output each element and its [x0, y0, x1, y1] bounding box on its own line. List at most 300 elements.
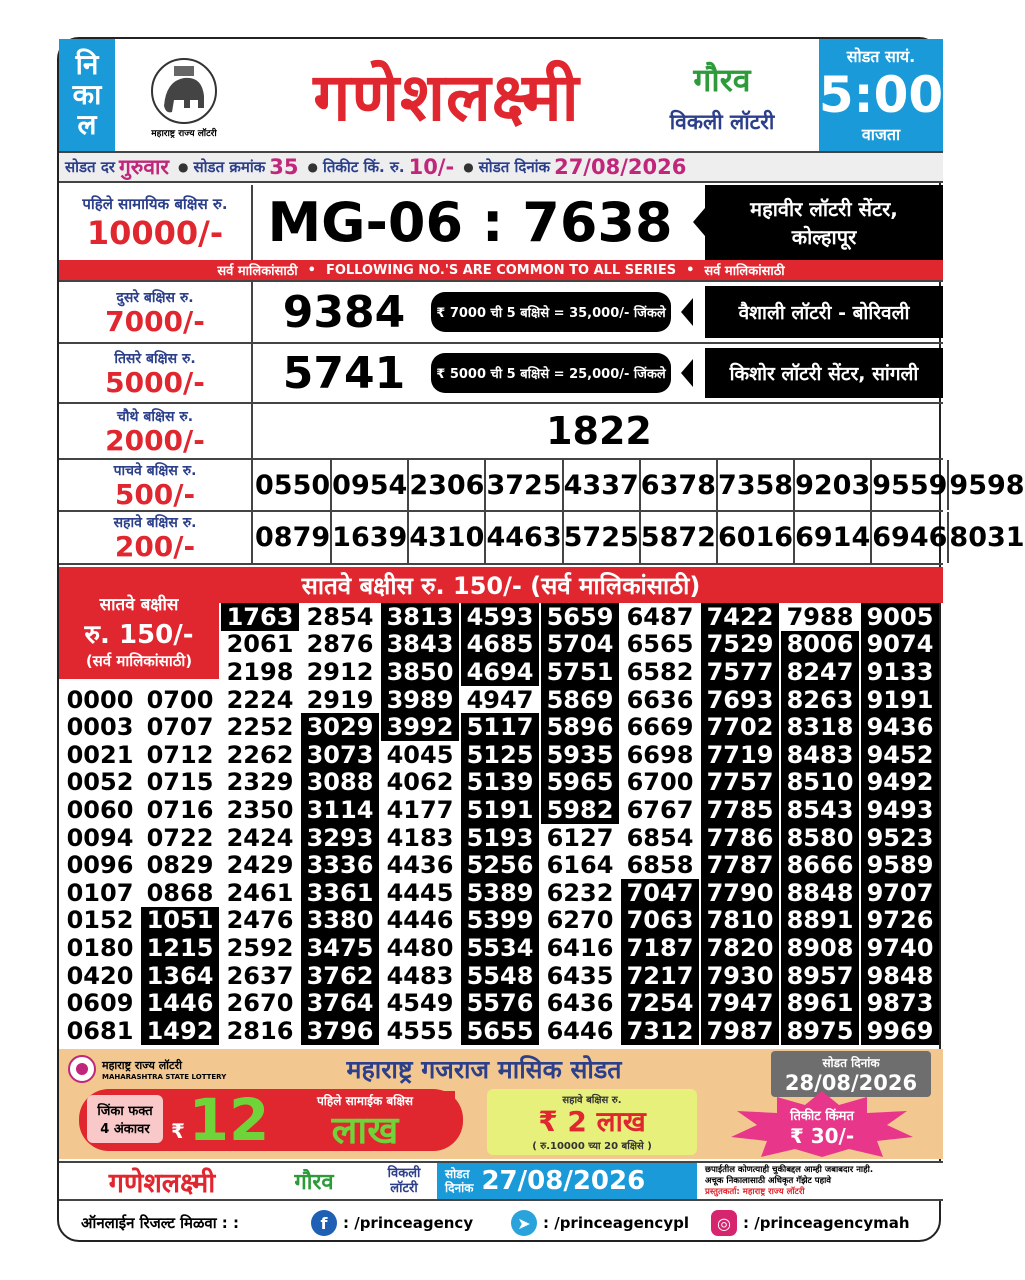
gaurav-label: गौरव	[693, 60, 751, 99]
draw-time-label: सोडत सायं.	[846, 47, 916, 66]
instagram-icon: ◎	[711, 1210, 737, 1236]
seventh-prize-number: 8848	[781, 879, 859, 907]
seventh-prize-number: 6700	[626, 768, 694, 797]
third-prize-amount: 5000/-	[105, 365, 205, 399]
seventh-prize-number: 5534	[461, 934, 539, 962]
draw-time-suffix: वाजता	[861, 125, 901, 144]
seventh-prize-number: 6698	[626, 740, 694, 769]
seventh-prize-number: 4062	[386, 768, 454, 797]
nikal-char-1: नि	[75, 48, 99, 81]
seventh-prize-number: 5655	[461, 1017, 539, 1045]
seventh-prize-number: 2876	[306, 630, 374, 659]
seventh-prize-number: 5982	[541, 796, 619, 824]
seventh-prize-label-1: सातवे बक्षीस	[99, 594, 179, 615]
gajraj-first-prize	[79, 1086, 463, 1154]
seventh-prize-number: 0060	[66, 795, 134, 824]
nikal-char-3: ल	[77, 108, 97, 141]
seventh-prize-number: 4045	[386, 740, 454, 769]
seventh-prize-number: 9740	[861, 934, 939, 962]
seventh-prize-number: 7987	[701, 1017, 779, 1045]
seventh-prize-number: 5399	[461, 907, 539, 935]
seventh-prize-number: 5191	[461, 796, 539, 824]
third-prize-label-box	[59, 344, 253, 402]
fifth-prize-label: पाचवे बक्षिस रु.	[113, 462, 197, 479]
second-prize-number: 9384	[282, 286, 406, 338]
seventh-prize-number: 7529	[701, 631, 779, 659]
fourth-prize-number: 1822	[546, 409, 652, 453]
ticket-price: 10/-	[408, 155, 455, 179]
prize-number-cell: 6378	[641, 460, 718, 510]
prize-number-cell: 9598	[949, 469, 1025, 501]
seventh-prize-number: 7217	[621, 962, 699, 990]
seventh-prize-number: 8957	[781, 962, 859, 990]
seventh-prize-number: 3850	[381, 658, 459, 686]
instagram-handle: : /princeagencymah	[743, 1214, 910, 1232]
second-prize-agent: वैशाली लॉटरी - बोरिवली	[705, 286, 943, 338]
elephant-emblem-icon	[144, 56, 224, 126]
seventh-prize-number: 9436	[861, 713, 939, 741]
seventh-prize-number: 3475	[301, 934, 379, 962]
seventh-prize-number: 3336	[301, 851, 379, 879]
gajraj-date: 28/08/2026	[784, 1070, 918, 1095]
seventh-prize-number: 0152	[66, 906, 134, 935]
seventh-prize-number: 9848	[861, 962, 939, 990]
draw-date-label: सोडत दिनांक	[478, 158, 551, 176]
separator-dot: ●	[178, 160, 189, 174]
bottom-gaurav: गौरव	[294, 1170, 334, 1195]
seventh-prize-column	[381, 603, 459, 1045]
seventh-prize-number: 8908	[781, 934, 859, 962]
seventh-prize-number: 4685	[461, 631, 539, 659]
third-prize-row	[59, 342, 943, 402]
seventh-prize-number: 1215	[141, 934, 219, 962]
win-label-2: 4 अंकावर	[100, 1122, 150, 1137]
seventh-prize-number: 0712	[146, 740, 214, 769]
online-result-label: ऑनलाईन रिजल्ट मिळवा : :	[81, 1214, 240, 1232]
seventh-prize-number: 2429	[226, 851, 294, 880]
presenter: प्रस्तुतकर्ता: महाराष्ट्र राज्य लॉटरी	[705, 1186, 805, 1197]
first-prize-number: MG-06 : 7638	[267, 191, 673, 254]
fifth-prize-label-box	[59, 460, 253, 510]
seventh-prize-number: 6669	[626, 713, 694, 742]
seventh-prize-number: 9133	[861, 658, 939, 686]
seventh-prize-number: 9969	[861, 1017, 939, 1045]
seventh-prize-number: 4555	[386, 1016, 454, 1045]
seventh-prize-number: 4483	[386, 961, 454, 990]
seventh-prize-number: 2637	[226, 961, 294, 990]
seventh-prize-number: 7047	[621, 879, 699, 907]
third-prize-agent: किशोर लॉटरी सेंटर, सांगली	[705, 348, 943, 398]
separator-dot: •	[307, 262, 316, 278]
seventh-prize-number: 2350	[226, 795, 294, 824]
gajraj-prize-amount: 12	[188, 1086, 270, 1154]
prize-number-cell: 4310	[409, 512, 486, 563]
seventh-prize-number: 3762	[301, 962, 379, 990]
seventh-prize-column	[141, 686, 219, 1045]
seventh-prize-number: 6487	[626, 602, 694, 631]
win-label-1: जिंका फक्त	[97, 1104, 153, 1119]
seventh-prize-number: 9452	[861, 741, 939, 769]
nikal-char-2: का	[72, 78, 102, 111]
seventh-prize-column	[781, 603, 859, 1045]
seventh-prize-number: 5704	[541, 631, 619, 659]
gajraj-ticket-label: तिकीट किंमत	[790, 1109, 854, 1124]
seventh-prize-number: 2854	[306, 602, 374, 631]
draw-info-bar	[59, 151, 943, 183]
telegram-icon: ➤	[511, 1210, 537, 1236]
seventh-prize-number: 7254	[621, 989, 699, 1017]
first-prize-label: पहिले सामायिक बक्षिस रु.	[82, 194, 228, 213]
bottom-lottery: लॉटरी	[390, 1181, 418, 1196]
logo-caption: महाराष्ट्र राज्य लॉटरी	[151, 128, 217, 139]
common-bar-right: सर्व मालिकांसाठी	[704, 264, 785, 279]
seventh-prize-number: 4593	[461, 603, 539, 631]
bottom-date-box	[437, 1163, 697, 1199]
third-prize-number: 5741	[282, 347, 406, 399]
seventh-prize-number: 7947	[701, 989, 779, 1017]
seventh-prize-number: 2912	[306, 657, 374, 686]
seventh-prize-number: 5576	[461, 989, 539, 1017]
seventh-prize-number: 0420	[66, 961, 134, 990]
sixth-prize-label-box	[59, 512, 253, 563]
sixth-prize-amount: 200/-	[114, 530, 196, 563]
seventh-prize-column	[621, 603, 699, 1045]
gajraj-first-prize-label: पहिले सामाईक बक्षिस	[275, 1091, 455, 1109]
seventh-prize-number: 3764	[301, 989, 379, 1017]
first-prize-agent-line2: कोल्हापूर	[791, 224, 857, 249]
first-prize-agent-line1: महावीर लॉटरी सेंटर,	[750, 196, 898, 221]
seventh-prize-number: 5896	[541, 713, 619, 741]
seventh-prize-number: 3813	[381, 603, 459, 631]
seventh-prize-number: 7702	[701, 713, 779, 741]
seventh-prize-column	[461, 603, 539, 1045]
prize-number-cell: 8031	[949, 522, 1025, 553]
gajraj-title: महाराष्ट्र गजराज मासिक सोडत	[346, 1055, 622, 1084]
seventh-prize-number: 5139	[461, 769, 539, 797]
seventh-prize-number: 0094	[66, 823, 134, 852]
arrow-left-icon	[681, 359, 693, 387]
seventh-prize-number: 2329	[226, 768, 294, 797]
seventh-prize-number: 9726	[861, 907, 939, 935]
seventh-prize-number: 1763	[221, 603, 299, 631]
seventh-prize-number: 4480	[386, 933, 454, 962]
seventh-prize-number: 2816	[226, 1016, 294, 1045]
gajraj-second-label: सहावे बक्षिस रु.	[562, 1095, 622, 1106]
prize-number-cell: 6914	[795, 512, 872, 563]
seventh-prize-number: 0716	[146, 795, 214, 824]
seventh-prize-number: 4694	[461, 658, 539, 686]
prize-number-cell: 9559	[872, 460, 949, 510]
seventh-prize-number: 6446	[546, 1016, 614, 1045]
seventh-prize-number: 7810	[701, 907, 779, 935]
seventh-prize-number: 6565	[626, 630, 694, 659]
sixth-prize-label: सहावे बक्षिस रु.	[113, 515, 197, 531]
seventh-prize-number: 3380	[301, 907, 379, 935]
seventh-prize-number: 7577	[701, 658, 779, 686]
second-prize-amount: 7000/-	[105, 304, 205, 338]
seventh-prize-number: 9589	[861, 851, 939, 879]
nikal-badge	[59, 39, 115, 151]
seventh-prize-number: 8891	[781, 907, 859, 935]
prize-number-cell: 0550	[255, 460, 332, 510]
seventh-prize-number: 2198	[226, 657, 294, 686]
seventh-prize-number: 0722	[146, 823, 214, 852]
seventh-prize-number: 6436	[546, 989, 614, 1018]
seventh-prize-column	[301, 603, 379, 1045]
bottom-date-label-1: सोडत	[445, 1167, 470, 1181]
seventh-prize-number: 6582	[626, 657, 694, 686]
seventh-prize-number: 8510	[781, 769, 859, 797]
rate-label: सोडत दर	[65, 158, 115, 176]
seventh-prize-number: 8483	[781, 741, 859, 769]
seventh-prize-number: 2461	[226, 878, 294, 907]
seventh-prize-label-2: रु. 150/-	[84, 619, 194, 650]
seventh-prize-number: 6435	[546, 961, 614, 990]
gajraj-date-label: सोडत दिनांक	[822, 1055, 880, 1070]
seventh-prize-number: 8975	[781, 1017, 859, 1045]
gajraj-ticket-price	[727, 1103, 917, 1151]
telegram-link[interactable]	[511, 1210, 711, 1236]
seventh-prize-number: 8006	[781, 631, 859, 659]
seventh-prize-number: 0715	[146, 768, 214, 797]
ticket-price-label: तिकीट किं. रु.	[322, 158, 405, 176]
draw-number: 35	[269, 155, 299, 179]
seventh-prize-number: 3293	[301, 824, 379, 852]
seventh-prize-number: 8318	[781, 713, 859, 741]
fourth-prize-label: चौथे बक्षिस रु.	[116, 408, 194, 425]
separator-dot: ●	[307, 160, 318, 174]
draw-number-label: सोडत क्रमांक	[193, 158, 266, 176]
seventh-prize-number: 5256	[461, 851, 539, 879]
fifth-prize-row	[59, 458, 1025, 511]
seventh-prize-number: 2919	[306, 685, 374, 714]
draw-time-box	[819, 39, 943, 151]
first-prize-label-box	[59, 185, 253, 260]
rate-value: गुरुवार	[118, 155, 170, 179]
seventh-prize-number: 3796	[301, 1017, 379, 1045]
first-prize-amount: 10000/-	[86, 213, 224, 252]
prize-number-cell: 5725	[564, 512, 641, 563]
seventh-prize-number: 9707	[861, 879, 939, 907]
seventh-prize-number: 9005	[861, 603, 939, 631]
seventh-prize-number: 0868	[146, 878, 214, 907]
bottom-date-label-2: दिनांक	[445, 1181, 474, 1195]
seventh-prize-number: 5869	[541, 686, 619, 714]
prize-number-cell: 4337	[564, 460, 641, 510]
seventh-prize-number: 9523	[861, 824, 939, 852]
seventh-prize-number: 6127	[546, 823, 614, 852]
prize-number-cell: 2306	[409, 460, 486, 510]
seventh-prize-number: 3989	[381, 686, 459, 714]
common-bar-left: सर्व मालिकांसाठी	[217, 264, 298, 279]
fifth-prize-numbers	[255, 460, 1025, 510]
seventh-prize-column	[701, 603, 779, 1045]
seventh-prize-number: 9492	[861, 769, 939, 797]
seventh-prize-number: 6636	[626, 685, 694, 714]
seventh-prize-number: 3088	[301, 769, 379, 797]
seventh-prize-banner: सातवे बक्षीस रु. 150/- (सर्व मालिकांसाठी)	[59, 567, 943, 603]
fourth-prize-amount: 2000/-	[105, 423, 205, 457]
seventh-prize-number: 2252	[226, 713, 294, 742]
maharashtra-lottery-logo	[119, 47, 249, 147]
prize-number-cell: 0954	[332, 460, 409, 510]
seventh-prize-number: 4549	[386, 989, 454, 1018]
seventh-prize-number: 6767	[626, 795, 694, 824]
seventh-prize-number: 7693	[701, 686, 779, 714]
disclaimer	[705, 1164, 941, 1198]
seventh-prize-column	[861, 603, 939, 1045]
sixth-prize-numbers	[255, 512, 1025, 563]
bottom-date-label	[445, 1167, 473, 1195]
seventh-prize-number: 3029	[301, 713, 379, 741]
common-bar-middle: FOLLOWING NO.'S ARE COMMON TO ALL SERIES	[325, 262, 677, 278]
seventh-prize-side-label	[59, 583, 219, 679]
third-prize-label: तिसरे बक्षिस रु.	[114, 350, 196, 367]
third-prize-note: ₹ 5000 ची 5 बक्षिसे = 25,000/- जिंकले	[431, 353, 671, 393]
disclaimer-2: अचूक निकालासाठी अधिकृत गॅझेट पहावे	[705, 1175, 832, 1186]
seventh-prize-number: 9191	[861, 686, 939, 714]
seventh-prize-number: 8961	[781, 989, 859, 1017]
seventh-prize-number: 2592	[226, 933, 294, 962]
seventh-prize-number: 0707	[146, 713, 214, 742]
telegram-handle: : /princeagencypl	[543, 1214, 689, 1232]
seventh-prize-number: 7422	[701, 603, 779, 631]
seventh-prize-number: 8543	[781, 796, 859, 824]
sixth-prize-row	[59, 510, 1025, 565]
seventh-prize-number: 5125	[461, 741, 539, 769]
prize-number-cell: 9203	[795, 460, 872, 510]
seventh-prize-number: 6858	[626, 851, 694, 880]
arrow-left-icon	[681, 298, 693, 326]
seventh-prize-number: 5751	[541, 658, 619, 686]
bottom-strip	[59, 1161, 943, 1201]
seventh-prize-number: 5965	[541, 769, 619, 797]
social-links-bar	[59, 1203, 943, 1243]
seventh-prize-number: 5935	[541, 741, 619, 769]
seventh-prize-number: 7187	[621, 934, 699, 962]
seventh-prize-number: 0180	[66, 933, 134, 962]
seventh-prize-number: 2224	[226, 685, 294, 714]
seventh-prize-number: 5548	[461, 962, 539, 990]
seventh-prize-number: 4445	[386, 878, 454, 907]
seventh-prize-number: 7786	[701, 824, 779, 852]
prize-number-cell: 4463	[486, 512, 563, 563]
seventh-prize-column	[61, 686, 139, 1045]
seventh-prize-number: 8247	[781, 658, 859, 686]
seventh-prize-number: 7790	[701, 879, 779, 907]
draw-time: 5:00	[818, 66, 944, 124]
state-lottery-marathi: महाराष्ट्र राज्य लॉटरी	[102, 1058, 182, 1072]
prize-number-cell: 6016	[718, 512, 795, 563]
separator-dot: •	[686, 262, 695, 278]
seventh-prize-number: 6232	[546, 878, 614, 907]
seventh-prize-number: 0107	[66, 878, 134, 907]
facebook-icon: f	[311, 1210, 337, 1236]
gajraj-second-note: ( रु.10000 च्या 20 बक्षिसे )	[532, 1141, 652, 1152]
seventh-prize-number: 4947	[466, 685, 534, 714]
state-lottery-english: MAHARASHTRA STATE LOTTERY	[102, 1072, 227, 1081]
facebook-handle: : /princeagency	[343, 1214, 474, 1232]
instagram-link[interactable]	[711, 1210, 910, 1236]
seventh-prize-number: 4436	[386, 851, 454, 880]
seventh-prize-number: 1446	[141, 989, 219, 1017]
seventh-prize-number: 7820	[701, 934, 779, 962]
seventh-prize-number: 0096	[66, 851, 134, 880]
seventh-prize-number: 7787	[701, 851, 779, 879]
second-prize-note: ₹ 7000 ची 5 बक्षिसे = 35,000/- जिंकले	[431, 292, 671, 332]
seventh-prize-number: 2476	[226, 906, 294, 935]
seventh-prize-number: 6164	[546, 851, 614, 880]
seventh-prize-number: 0021	[66, 740, 134, 769]
seventh-prize-number: 6270	[546, 906, 614, 935]
prize-number-cell: 6946	[872, 512, 949, 563]
seventh-prize-number: 7930	[701, 962, 779, 990]
bottom-date: 27/08/2026	[481, 1166, 646, 1196]
seventh-prize-label-3: (सर्व मालिकांसाठी)	[85, 651, 193, 670]
seventh-prize-number: 7988	[786, 602, 854, 631]
seventh-prize-column	[221, 603, 299, 1045]
seventh-prize-number: 5389	[461, 879, 539, 907]
draw-date: 27/08/2026	[554, 155, 687, 179]
second-prize-label-box	[59, 282, 253, 342]
seventh-prize-number: 2670	[226, 989, 294, 1018]
seventh-prize-number: 3843	[381, 631, 459, 659]
seventh-prize-number: 1051	[141, 907, 219, 935]
seventh-prize-column	[541, 603, 619, 1045]
seventh-prize-number: 9074	[861, 631, 939, 659]
seventh-prize-number: 2061	[226, 630, 294, 659]
seventh-prize-number: 7312	[621, 1017, 699, 1045]
seventh-prize-number: 7757	[701, 769, 779, 797]
state-lottery-seal-icon	[67, 1054, 97, 1084]
facebook-link[interactable]	[311, 1210, 511, 1236]
gajraj-ticket-value: ₹ 30/-	[789, 1124, 855, 1148]
prize-number-cell: 5872	[641, 512, 718, 563]
seventh-prize-number: 9873	[861, 989, 939, 1017]
game-title: गणेशलक्ष्मी	[313, 58, 580, 136]
disclaimer-1: छपाईतील कोणत्याही चुकीबद्दल आम्ही जबाबदार नाही.	[705, 1164, 874, 1175]
seventh-prize-number: 2424	[226, 823, 294, 852]
win-on-4-digits-box	[87, 1095, 163, 1143]
seventh-prize-number: 7063	[621, 907, 699, 935]
seventh-prize-number: 2262	[226, 740, 294, 769]
seventh-prize-number: 0609	[66, 989, 134, 1018]
weekly-lottery-label: विकली लॉटरी	[669, 110, 775, 134]
first-prize-agent	[705, 185, 943, 260]
seventh-prize-number: 0052	[66, 768, 134, 797]
maharashtra-state-lottery-logo	[67, 1051, 242, 1087]
fifth-prize-amount: 500/-	[114, 477, 196, 511]
seventh-prize-number: 1492	[141, 1017, 219, 1045]
bottom-vikli: विकली	[387, 1166, 421, 1181]
seventh-prize-number: 1364	[141, 962, 219, 990]
bottom-weekly-lottery	[371, 1163, 437, 1199]
seventh-prize-number: 7719	[701, 741, 779, 769]
seventh-prize-number: 0700	[146, 685, 214, 714]
seventh-prize-number: 0681	[66, 1016, 134, 1045]
fourth-prize-row	[59, 402, 943, 458]
seventh-prize-number: 4446	[386, 906, 454, 935]
gajraj-second-amount: ₹ 2 लाख	[538, 1105, 646, 1138]
seventh-prize-number: 6854	[626, 823, 694, 852]
seventh-prize-number: 9493	[861, 796, 939, 824]
prize-number-cell: 7358	[718, 460, 795, 510]
seventh-prize-number: 7785	[701, 796, 779, 824]
lottery-result-sheet	[57, 37, 1025, 1242]
second-prize-row	[59, 280, 943, 342]
prize-number-cell: 3725	[486, 460, 563, 510]
bottom-title: गणेशलक्ष्मी	[108, 1167, 216, 1199]
